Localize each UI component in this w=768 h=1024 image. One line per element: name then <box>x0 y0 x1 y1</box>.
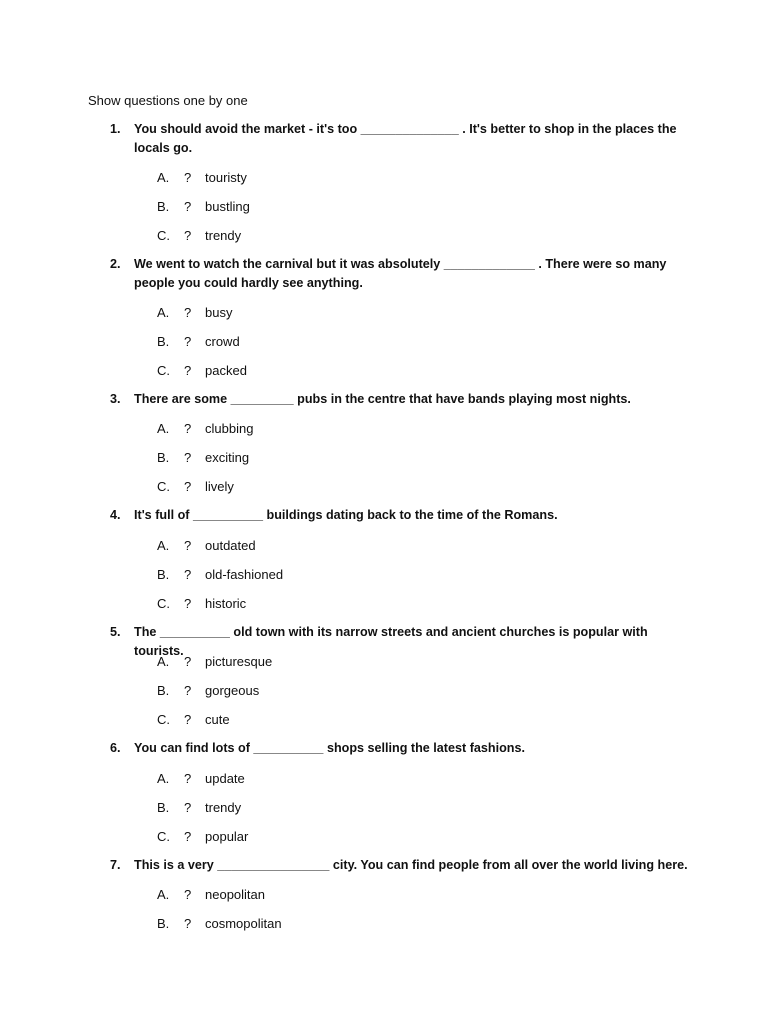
option-letter: C. <box>157 363 170 378</box>
option-marker: ? <box>184 829 192 844</box>
question-3 <box>0 390 768 409</box>
option-marker: ? <box>184 800 192 815</box>
option-letter: B. <box>157 683 170 698</box>
question-number: 2. <box>110 257 121 271</box>
option-6a[interactable] <box>0 769 768 788</box>
question-number: 4. <box>110 508 121 522</box>
option-letter: C. <box>157 596 170 611</box>
option-letter: C. <box>157 829 170 844</box>
option-2b[interactable] <box>0 332 768 351</box>
option-letter: B. <box>157 199 170 214</box>
question-number: 7. <box>110 858 121 872</box>
question-text: You can find lots of __________ shops selling the latest fashions. <box>134 741 525 755</box>
option-7b[interactable] <box>0 914 768 933</box>
option-letter: B. <box>157 567 170 582</box>
option-marker: ? <box>184 228 192 243</box>
question-number: 6. <box>110 741 121 755</box>
question-6 <box>0 739 768 758</box>
option-text: popular <box>205 829 249 844</box>
option-5a[interactable] <box>0 652 768 671</box>
option-marker: ? <box>184 654 192 669</box>
option-text: clubbing <box>205 421 254 436</box>
option-marker: ? <box>184 363 192 378</box>
question-number: 3. <box>110 392 121 406</box>
option-text: crowd <box>205 334 240 349</box>
option-text: bustling <box>205 199 250 214</box>
option-letter: A. <box>157 654 170 669</box>
option-marker: ? <box>184 305 192 320</box>
option-marker: ? <box>184 683 192 698</box>
question-text: It's full of __________ buildings dating back to the time of the Romans. <box>134 508 558 522</box>
option-text: neopolitan <box>205 887 265 902</box>
option-text: update <box>205 771 245 786</box>
option-4c[interactable] <box>0 594 768 613</box>
option-text: outdated <box>205 538 256 553</box>
option-text: exciting <box>205 450 250 465</box>
option-text: cosmopolitan <box>205 916 282 931</box>
option-3a[interactable] <box>0 419 768 438</box>
option-letter: B. <box>157 800 170 815</box>
option-1c[interactable] <box>0 226 768 245</box>
option-3c[interactable] <box>0 477 768 496</box>
option-text: lively <box>205 479 234 494</box>
option-marker: ? <box>184 170 192 185</box>
option-text: historic <box>205 596 247 611</box>
option-marker: ? <box>184 712 192 727</box>
option-marker: ? <box>184 450 192 465</box>
option-letter: A. <box>157 170 170 185</box>
option-text: packed <box>205 363 247 378</box>
option-text: cute <box>205 712 230 727</box>
option-letter: A. <box>157 421 170 436</box>
option-marker: ? <box>184 538 192 553</box>
option-marker: ? <box>184 887 192 902</box>
question-text: There are some _________ pubs in the centre that have bands playing most nights. <box>134 392 631 406</box>
option-letter: A. <box>157 887 170 902</box>
option-letter: B. <box>157 916 170 931</box>
option-letter: C. <box>157 712 170 727</box>
option-marker: ? <box>184 596 192 611</box>
question-text: This is a very ________________ city. You can find people from all over the world living here. <box>134 858 688 872</box>
question-text: We went to watch the carnival but it was absolutely _____________ . There were so many people you could hardly see anything. <box>134 257 667 290</box>
option-2c[interactable] <box>0 361 768 380</box>
question-number: 1. <box>110 122 121 136</box>
option-text: gorgeous <box>205 683 260 698</box>
option-letter: A. <box>157 538 170 553</box>
option-3b[interactable] <box>0 448 768 467</box>
option-7a[interactable] <box>0 885 768 904</box>
option-5c[interactable] <box>0 710 768 729</box>
option-6c[interactable] <box>0 827 768 846</box>
question-1 <box>0 120 768 158</box>
option-text: picturesque <box>205 654 273 669</box>
option-1b[interactable] <box>0 197 768 216</box>
question-7 <box>0 856 768 875</box>
question-text: You should avoid the market - it's too ______________ . It's better to shop in the places the locals go. <box>134 122 677 155</box>
option-marker: ? <box>184 479 192 494</box>
option-6b[interactable] <box>0 798 768 817</box>
question-4 <box>0 506 768 525</box>
option-letter: B. <box>157 450 170 465</box>
option-marker: ? <box>184 334 192 349</box>
option-letter: A. <box>157 771 170 786</box>
option-text: trendy <box>205 228 242 243</box>
question-2 <box>0 255 768 293</box>
option-letter: C. <box>157 479 170 494</box>
option-text: touristy <box>205 170 247 185</box>
option-text: busy <box>205 305 233 320</box>
option-marker: ? <box>184 916 192 931</box>
option-4b[interactable] <box>0 565 768 584</box>
option-4a[interactable] <box>0 536 768 555</box>
option-1a[interactable] <box>0 168 768 187</box>
option-letter: C. <box>157 228 170 243</box>
option-2a[interactable] <box>0 303 768 322</box>
option-marker: ? <box>184 421 192 436</box>
question-number: 5. <box>110 625 121 639</box>
question-text: The __________ old town with its narrow streets and ancient churches is popular with tourists. <box>134 625 648 658</box>
option-text: old-fashioned <box>205 567 284 582</box>
option-letter: B. <box>157 334 170 349</box>
option-marker: ? <box>184 771 192 786</box>
option-5b[interactable] <box>0 681 768 700</box>
option-marker: ? <box>184 199 192 214</box>
option-text: trendy <box>205 800 242 815</box>
option-marker: ? <box>184 567 192 582</box>
page-header: Show questions one by one <box>88 93 248 108</box>
option-letter: A. <box>157 305 170 320</box>
